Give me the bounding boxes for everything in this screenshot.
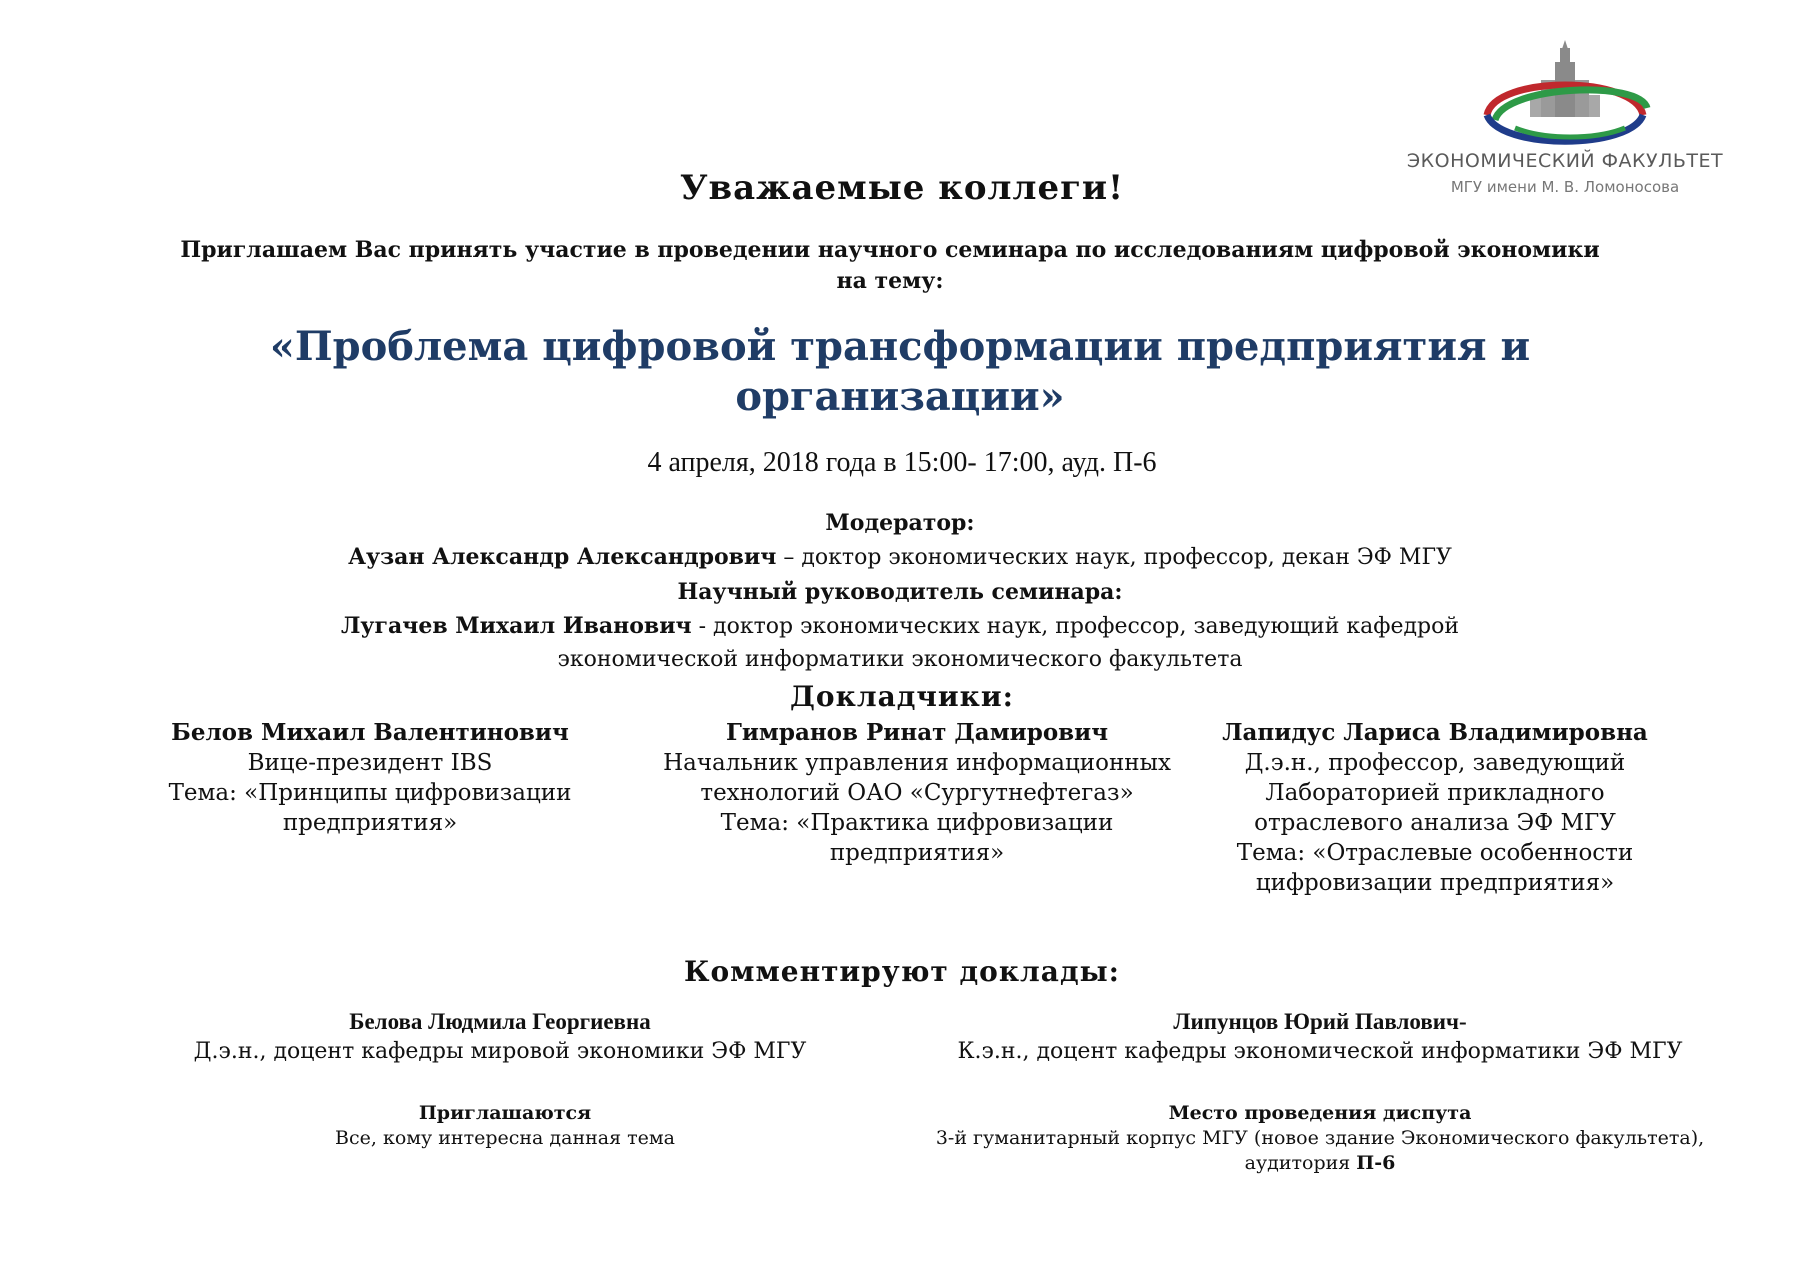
speakers-heading: Докладчики: [790, 680, 1014, 713]
speaker-name: Гимранов Ринат Дамирович [725, 719, 1109, 746]
speaker-card [1190, 718, 1680, 898]
commentator-card [900, 1007, 1740, 1067]
scientific-lead-desc-cont: экономической информатики экономического факультета [557, 647, 1243, 672]
commentator-position: К.э.н., доцент кафедры экономической информатики ЭФ МГУ [957, 1039, 1683, 1064]
invited-text: Все, кому интересна данная тема [335, 1127, 675, 1149]
venue-text: 3-й гуманитарный корпус МГУ (новое здание Экономического факультета), аудитория П-6 [935, 1127, 1705, 1174]
speaker-topic: Тема: «Практика цифровизации предприятия» [720, 810, 1114, 866]
commentator-name: Липунцов Юрий Павлович- [1173, 1009, 1467, 1034]
logo-title: ЭКОНОМИЧЕСКИЙ ФАКУЛЬТЕТ [1406, 150, 1724, 172]
speaker-card [662, 718, 1172, 868]
commentator-position: Д.э.н., доцент кафедры мировой экономики ЭФ МГУ [193, 1039, 807, 1064]
speaker-card [130, 718, 610, 838]
speaker-position: Начальник управления информационных технологий ОАО «Сургутнефтегаз» [663, 750, 1171, 806]
scientific-lead-name: Лугачев Михаил Иванович [340, 613, 692, 639]
date-time-location: 4 апреля, 2018 года в 15:00- 17:00, ауд. П-6 [647, 447, 1157, 478]
venue-block [900, 1101, 1740, 1176]
moderator-desc: – доктор экономических наук, профессор, декан ЭФ МГУ [776, 545, 1452, 570]
speaker-name: Белов Михаил Валентинович [171, 719, 569, 746]
speaker-position: Вице-президент IBS [247, 750, 493, 776]
invitation-text: Приглашаем Вас принять участие в проведении научного семинара по исследованиям цифровой экономики на тему: [180, 237, 1600, 294]
speaker-position: Д.э.н., профессор, заведующий Лабораторией прикладного отраслевого анализа ЭФ МГУ [1244, 750, 1626, 836]
commentators-heading: Комментируют доклады: [683, 955, 1121, 988]
scientific-lead-desc: - доктор экономических наук, профессор, заведующий кафедрой [691, 614, 1460, 639]
speaker-topic: Тема: «Отраслевые особенности цифровизации предприятия» [1236, 840, 1634, 896]
scientific-lead-line [150, 609, 1650, 644]
speaker-name: Лапидус Лариса Владимировна [1222, 719, 1648, 746]
commentator-card [130, 1007, 870, 1067]
seminar-topic: «Проблема цифровой трансформации предприятия и организации» [269, 323, 1531, 420]
venue-heading: Место проведения диспута [1168, 1102, 1472, 1124]
greeting-heading: Уважаемые коллеги! [679, 168, 1125, 208]
moderator-name: Аузан Александр Александрович [348, 544, 777, 570]
invited-heading: Приглашаются [418, 1102, 592, 1124]
msu-building-logo-icon [1475, 40, 1655, 150]
moderator-heading: Модератор: [825, 510, 975, 536]
invited-block [230, 1101, 780, 1151]
moderator-line [150, 540, 1650, 575]
venue-room: П-6 [1356, 1152, 1396, 1174]
speaker-topic: Тема: «Принципы цифровизации предприятия» [168, 780, 572, 836]
logo-subtitle: МГУ имени М. В. Ломоносова [1450, 178, 1680, 196]
scientific-lead-heading: Научный руководитель семинара: [677, 579, 1123, 605]
commentator-name: Белова Людмила Георгиевна [349, 1009, 651, 1034]
